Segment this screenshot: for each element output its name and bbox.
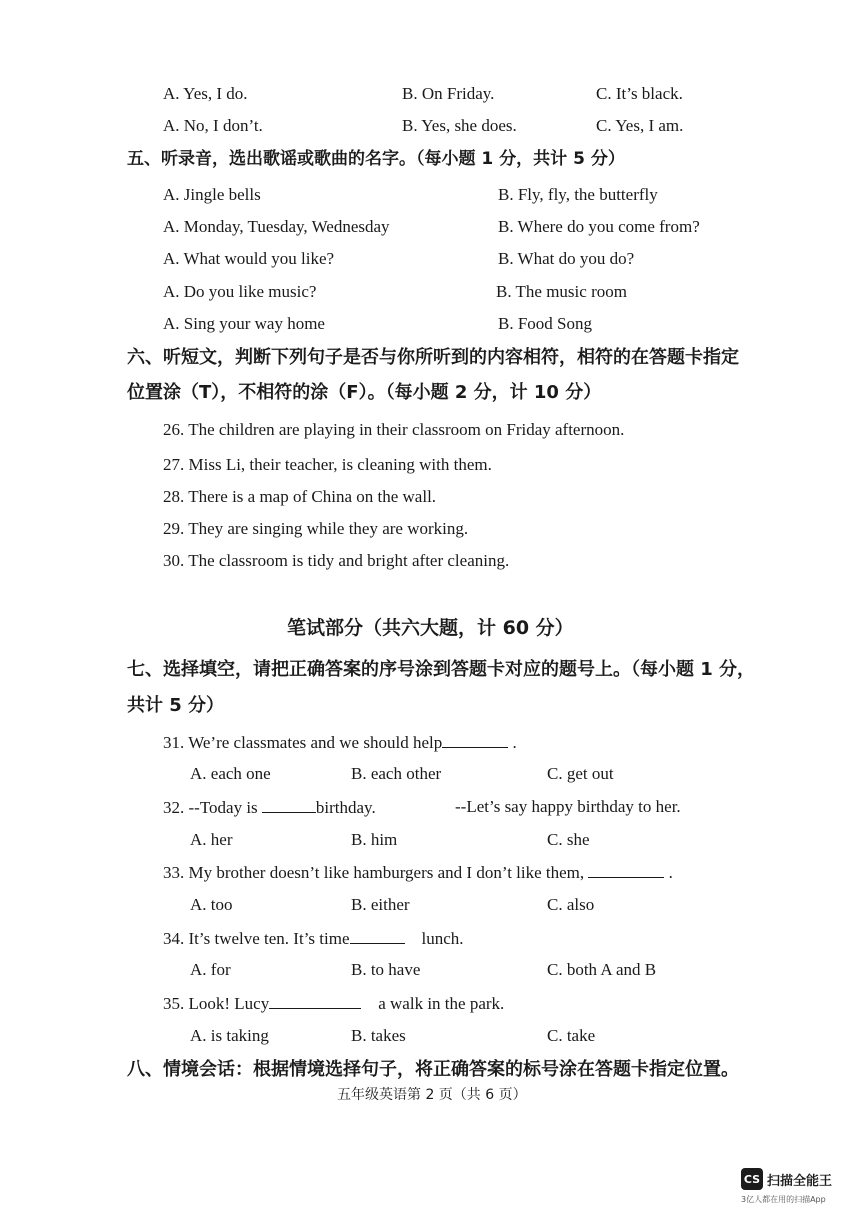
q25-option-b: B. Food Song: [498, 314, 592, 333]
q31-option-a: A. each one: [190, 764, 271, 783]
section-7-title-line-2: 共计 5 分）: [127, 695, 225, 716]
q19-option-c: C. It’s black.: [596, 84, 683, 103]
q31-blank: [442, 731, 508, 748]
q35-stem-text: 35. Look! Lucy: [163, 994, 270, 1013]
q33-stem: [163, 861, 673, 884]
q25-option-a: A. Sing your way home: [163, 314, 325, 333]
q34-blank: [350, 927, 405, 944]
q24-option-a: A. Do you like music?: [163, 282, 317, 301]
scanner-watermark: [741, 1168, 832, 1190]
section-6-title-line-1: 六、听短文，判断下列句子是否与你所听到的内容相符，相符的在答题卡指定: [127, 347, 739, 368]
q20-option-b: B. Yes, she does.: [402, 116, 517, 135]
camscanner-tagline: 3亿人都在用的扫描App: [741, 1195, 826, 1204]
q32-stem-text: 32. --Today is: [163, 798, 262, 817]
q22-option-b: B. Where do you come from?: [498, 217, 700, 236]
q27-statement: 27. Miss Li, their teacher, is cleaning with them.: [163, 455, 492, 474]
q32-option-a: A. her: [190, 830, 233, 849]
section-7-title-line-1: 七、选择填空，请把正确答案的序号涂到答题卡对应的题号上。（每小题 1 分，: [127, 659, 756, 680]
q33-stem-end: .: [664, 863, 673, 882]
q34-stem: [163, 927, 464, 950]
q34-option-b: B. to have: [351, 960, 421, 979]
q19-option-b: B. On Friday.: [402, 84, 495, 103]
page-footer: 五年级英语第 2 页（共 6 页）: [337, 1087, 527, 1103]
q34-option-a: A. for: [190, 960, 231, 979]
q35-blank: [269, 992, 361, 1009]
q33-blank: [588, 861, 664, 878]
q35-option-b: B. takes: [351, 1026, 406, 1045]
q33-option-a: A. too: [190, 895, 233, 914]
q33-stem-text: 33. My brother doesn’t like hamburgers and I don’t like them,: [163, 863, 589, 882]
q35-option-c: C. take: [547, 1026, 596, 1045]
q32-reply: --Let’s say happy birthday to her.: [455, 797, 681, 816]
q21-option-a: A. Jingle bells: [163, 185, 261, 204]
camscanner-name: 扫描全能王: [767, 1173, 833, 1189]
q28-statement: 28. There is a map of China on the wall.: [163, 487, 437, 506]
q32-option-b: B. him: [351, 830, 398, 849]
section-6-title-line-2: 位置涂（T），不相符的涂（F）。（每小题 2 分，计 10 分）: [127, 382, 602, 403]
q19-option-a: A. Yes, I do.: [163, 84, 248, 103]
q32-stem: [163, 796, 376, 819]
q21-option-b: B. Fly, fly, the butterfly: [498, 185, 658, 204]
q35-stem: [163, 992, 504, 1015]
q29-statement: 29. They are singing while they are working.: [163, 519, 469, 538]
q33-option-b: B. either: [351, 895, 410, 914]
q31-option-b: B. each other: [351, 764, 442, 783]
q35-option-a: A. is taking: [190, 1026, 269, 1045]
q34-stem-text: 34. It’s twelve ten. It’s time: [163, 929, 350, 948]
q32-blank: [262, 796, 316, 813]
q31-option-c: C. get out: [547, 764, 614, 783]
q31-stem-text: 31. We’re classmates and we should help: [163, 733, 443, 752]
section-5-title: 五、听录音，选出歌谣或歌曲的名字。（每小题 1 分，共计 5 分）: [127, 149, 625, 169]
q20-option-a: A. No, I don’t.: [163, 116, 263, 135]
q34-option-c: C. both A and B: [547, 960, 657, 979]
q35-stem-end: a walk in the park.: [378, 994, 505, 1013]
q20-option-c: C. Yes, I am.: [596, 116, 684, 135]
q34-stem-end: lunch.: [421, 929, 464, 948]
q23-option-b: B. What do you do?: [498, 249, 635, 268]
written-section-title: 笔试部分（共六大题，计 60 分）: [287, 617, 574, 639]
q26-statement: 26. The children are playing in their classroom on Friday afternoon.: [163, 420, 625, 439]
q30-statement: 30. The classroom is tidy and bright after cleaning.: [163, 551, 510, 570]
q33-option-c: C. also: [547, 895, 595, 914]
camscanner-logo-icon: CS: [741, 1168, 763, 1190]
q31-stem: [163, 731, 517, 754]
q31-stem-end: .: [508, 733, 517, 752]
q32-option-c: C. she: [547, 830, 590, 849]
q32-stem-mid: birthday.: [315, 798, 376, 817]
q23-option-a: A. What would you like?: [163, 249, 335, 268]
q22-option-a: A. Monday, Tuesday, Wednesday: [163, 217, 390, 236]
section-8-title: 八、情境会话：根据情境选择句子，将正确答案的标号涂在答题卡指定位置。: [127, 1059, 739, 1080]
q24-option-b: B. The music room: [496, 282, 627, 301]
